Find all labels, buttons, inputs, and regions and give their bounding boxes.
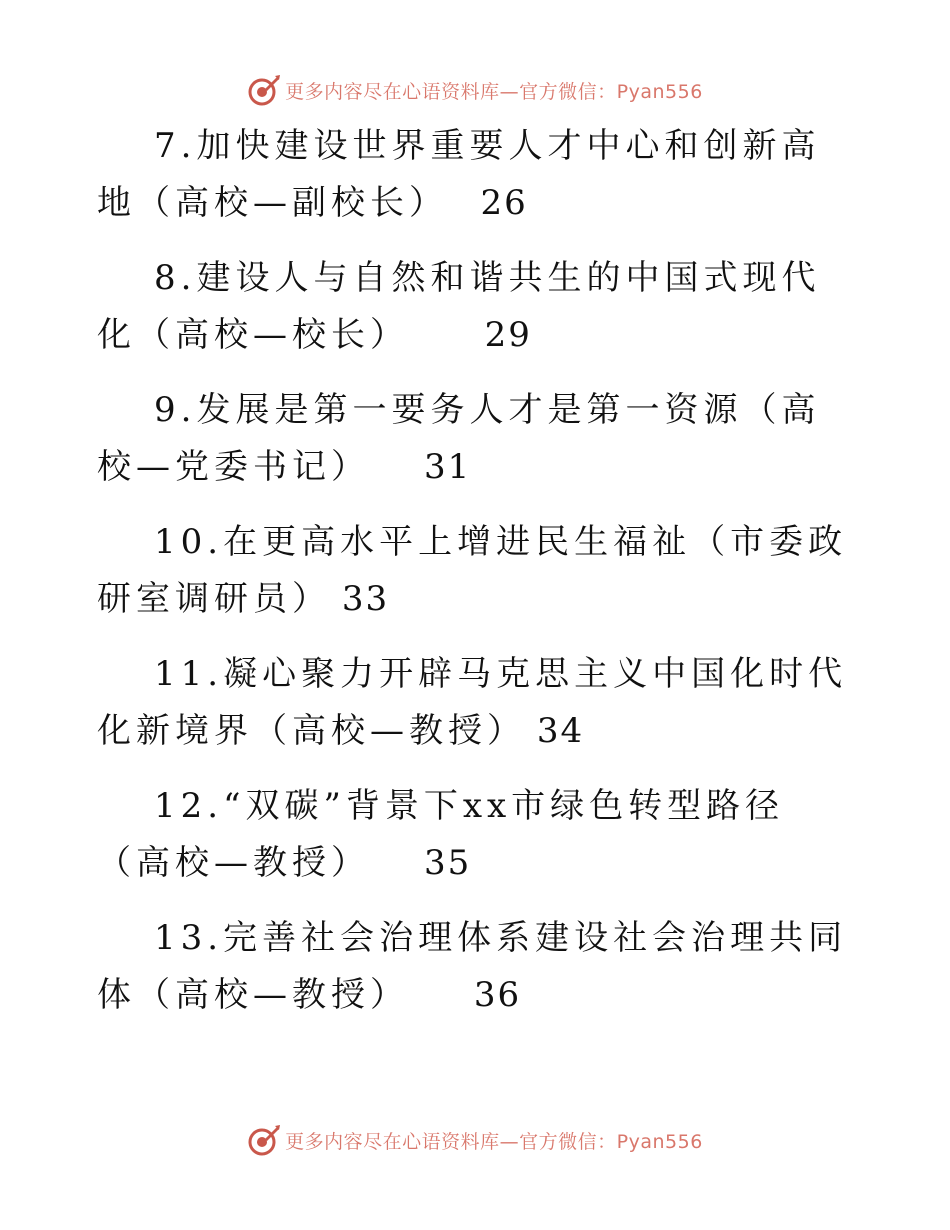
footer-watermark — [0, 1120, 950, 1160]
toc-entry-title: 10.在更高水平上增进民生福祉（市委政研室调研员） — [97, 522, 848, 619]
toc-entry-12[interactable] — [97, 778, 857, 892]
toc-entry-title: 9.发展是第一要务人才是第一资源（高校—党委书记） — [97, 390, 821, 487]
toc-entry-title: 7.加快建设世界重要人才中心和创新高地（高校—副校长） — [97, 126, 821, 223]
toc-entry-page-number: 31 — [424, 447, 472, 487]
toc-entry-13[interactable] — [97, 910, 857, 1024]
footer-watermark-text: 更多内容尽在心语资料库—官方微信：Pyan556 — [285, 1130, 703, 1153]
toc-entry-title: 11.凝心聚力开辟马克思主义中国化时代化新境界（高校—教授） — [97, 654, 848, 751]
pen-nib-logo-icon — [247, 1123, 281, 1157]
toc-entry-page-number: 35 — [424, 843, 472, 883]
toc-entry-page-number: 36 — [473, 975, 522, 1015]
pen-nib-logo-icon — [247, 73, 281, 107]
toc-entry-page-number: 34 — [536, 711, 585, 751]
toc-entry-page-number: 29 — [484, 315, 532, 355]
toc-entry-title: 12.“双碳”背景下xx市绿色转型路径（高校—教授） — [97, 786, 785, 883]
toc-entry-page-number: 33 — [341, 579, 390, 619]
toc-entry-8[interactable] — [97, 250, 857, 364]
header-watermark-text: 更多内容尽在心语资料库—官方微信：Pyan556 — [285, 80, 703, 103]
table-of-contents — [97, 118, 857, 1042]
header-watermark — [0, 70, 950, 110]
toc-entry-title: 13.完善社会治理体系建设社会治理共同体（高校—教授） — [97, 918, 848, 1015]
toc-entry-page-number: 26 — [480, 183, 528, 223]
toc-entry-9[interactable] — [97, 382, 857, 496]
toc-entry-11[interactable] — [97, 646, 857, 760]
toc-entry-7[interactable] — [97, 118, 857, 232]
toc-entry-title: 8.建设人与自然和谐共生的中国式现代化（高校—校长） — [97, 258, 821, 355]
toc-entry-10[interactable] — [97, 514, 857, 628]
